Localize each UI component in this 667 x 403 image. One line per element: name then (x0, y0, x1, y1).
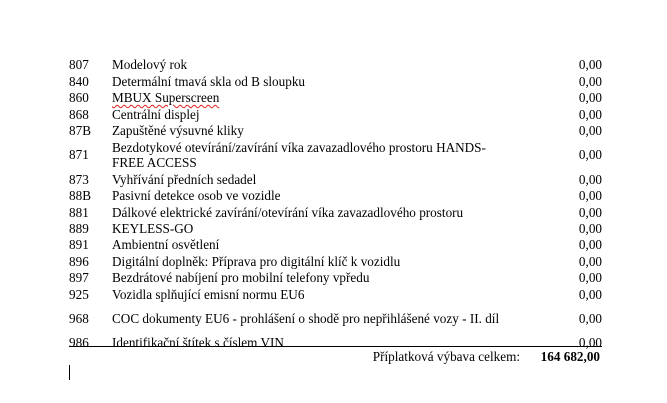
option-description (112, 90, 514, 106)
option-code: 986 (69, 335, 89, 351)
table-row (69, 237, 602, 253)
table-row (69, 57, 602, 73)
summary-total: 164 682,00 (540, 349, 600, 364)
option-price: 0,00 (578, 253, 602, 269)
option-code: 871 (69, 147, 89, 163)
option-price: 0,00 (578, 188, 602, 204)
option-price: 0,00 (578, 335, 602, 351)
option-price: 0,00 (578, 311, 602, 327)
table-row (69, 221, 602, 237)
option-code: 807 (69, 57, 89, 73)
option-code: 897 (69, 270, 89, 286)
option-description: KEYLESS-GO (112, 221, 194, 237)
table-row (69, 171, 602, 187)
table-row (69, 73, 602, 89)
table-row (69, 270, 602, 286)
option-description: Modelový rok (112, 57, 188, 73)
option-price: 0,00 (578, 106, 602, 122)
option-price: 0,00 (578, 147, 602, 163)
equipment-table (69, 57, 602, 351)
option-description: Bezdrátové nabíjení pro mobilní telefony vpředu (112, 270, 370, 286)
option-code: 881 (69, 204, 89, 220)
option-description: Zapuštěné výsuvné kliky (112, 122, 244, 138)
option-description: Vyhřívání předních sedadel (112, 171, 257, 187)
table-row (69, 123, 602, 139)
option-price: 0,00 (578, 286, 602, 302)
option-description: Digitální doplněk: Příprava pro digitální klíč k vozidlu (112, 253, 401, 269)
table-row (69, 188, 602, 204)
table-row (69, 204, 602, 220)
option-description: Pasivní detekce osob ve vozidle (112, 188, 281, 204)
option-code: 889 (69, 221, 89, 237)
table-row (69, 286, 602, 302)
summary-label: Příplatková výbava celkem: (372, 349, 520, 364)
spellcheck-flagged-text: MBUX Superscreen (112, 90, 220, 106)
option-description: Dálkové elektrické zavírání/otevírání víka zavazadlového prostoru (112, 204, 464, 220)
option-price: 0,00 (578, 73, 602, 89)
option-price: 0,00 (578, 122, 602, 138)
option-description: Determální tmavá skla od B sloupku (112, 73, 306, 89)
option-price: 0,00 (578, 90, 602, 106)
option-code: 88B (69, 188, 91, 204)
option-code: 873 (69, 171, 89, 187)
option-code: 868 (69, 106, 89, 122)
option-code: 860 (69, 90, 89, 106)
option-price: 0,00 (578, 270, 602, 286)
option-code: 891 (69, 237, 89, 253)
option-price: 0,00 (578, 57, 602, 73)
table-row (69, 106, 602, 122)
option-code: 968 (69, 311, 89, 327)
table-row (69, 90, 602, 106)
option-price: 0,00 (578, 171, 602, 187)
text-cursor[interactable] (69, 365, 70, 380)
table-row (69, 303, 602, 336)
table-row (69, 253, 602, 269)
option-description: Centrální displej (112, 106, 200, 122)
option-description: Ambientní osvětlení (112, 237, 220, 253)
summary-row (69, 346, 602, 367)
option-description: Identifikační štítek s číslem VIN (112, 335, 284, 351)
option-code: 896 (69, 253, 89, 269)
option-price: 0,00 (578, 204, 602, 220)
option-description: COC dokumenty EU6 - prohlášení o shodě pro nepřihlášené vozy - II. díl (112, 311, 500, 327)
option-price: 0,00 (578, 237, 602, 253)
option-code: 925 (69, 286, 89, 302)
option-price: 0,00 (578, 221, 602, 237)
option-code: 87B (69, 122, 91, 138)
option-description: Bezdotykové otevírání/zavírání víka zavazadlového prostoru HANDS-FREE ACCESS (112, 139, 486, 171)
table-row (69, 139, 602, 172)
option-code: 840 (69, 73, 89, 89)
option-description: Vozidla splňující emisní normu EU6 (112, 286, 305, 302)
